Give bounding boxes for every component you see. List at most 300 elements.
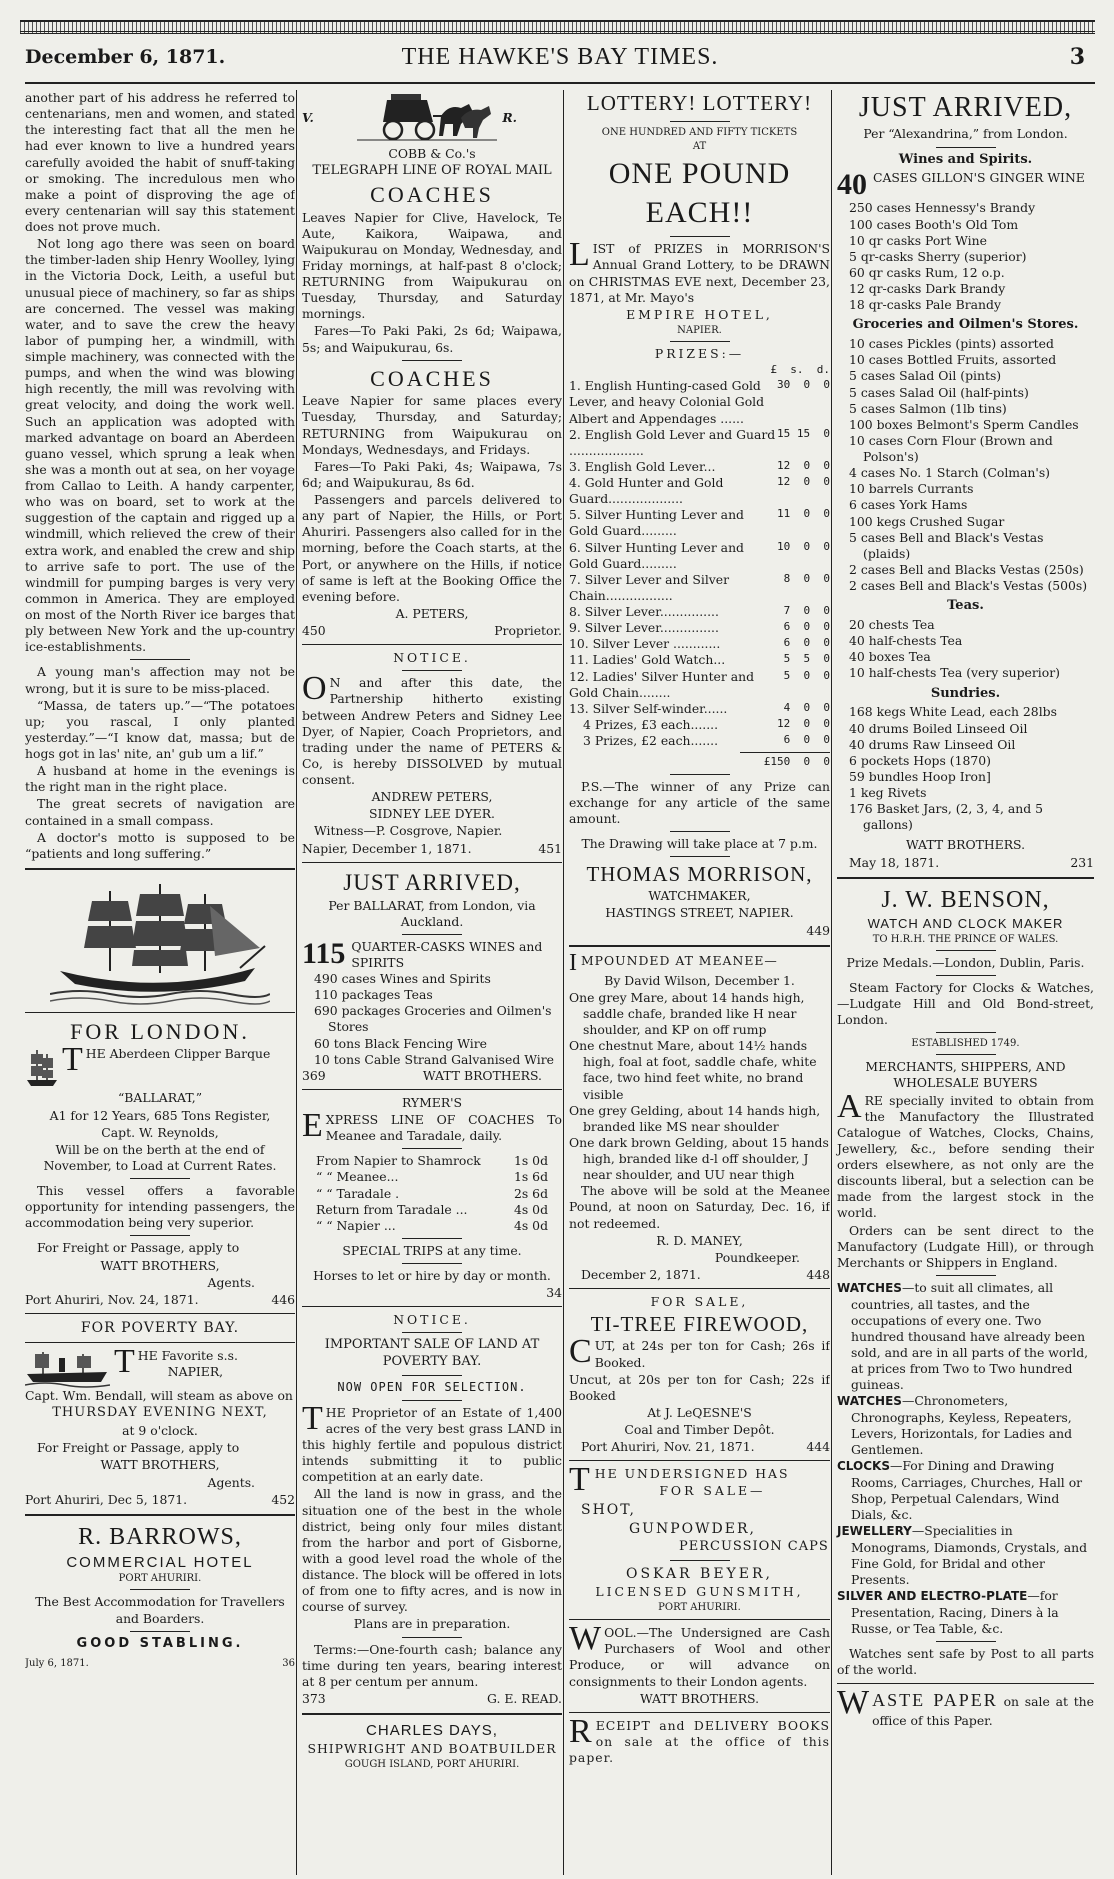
plans-note: Plans are in preparation. [353,1616,511,1632]
miscellany-item: A husband at home in the evenings is the right man in the right place. [25,763,295,795]
clipper-ship-illustration [50,876,270,1006]
coaches-heading: COACHES [370,182,494,208]
prize-total: £150 0 0 [763,755,830,769]
prize-desc: 2. English Gold Lever and Guard ................... [569,426,776,458]
ad-number: 450 [302,623,326,639]
fare-route: From Napier to Shamrock [316,1153,481,1169]
ship-offer: This vessel offers a favorable opportunity for intending passengers, the accommodation being very superior. [25,1183,295,1231]
divider [670,341,730,342]
charles-name: CHARLES DAYS, [366,1722,498,1740]
land-text: All the land is now in grass, and the situation one of the best in the whole district, being only four miles distant from the harbor and port of Gisborne, with a good level road the whole of the distance. The block will be offered in lots of from one to fifty acres, and is now in course of survey. [302,1486,562,1615]
grocery-item: 2 cases Bell and Blacks Vestas (250s) [849,561,1084,577]
steamship-icon [25,1348,110,1388]
ad-number: 34 [546,1285,562,1301]
coach-fares: Fares—To Paki Paki, 4s; Waipawa, 7s 6d; and Waipukurau, 8s 6d. [302,458,562,490]
benson-royal: TO H.R.H. THE PRINCE OF WALES. [872,933,1059,945]
berth-note: Will be on the berth at the end of November, to Load at Current Rates. [43,1141,277,1173]
apply-line: For Freight or Passage, apply to [37,1440,240,1456]
divider [402,1238,462,1239]
divider [837,877,1094,879]
lottery-text: IST of PRIZES in MORRISON'S Annual Grand Lottery, to be DRAWN on CHRISTMAS EVE next, December 23, 1871, at Mr. Mayo's [569,241,830,305]
benson-medals: Prize Medals.—London, Dublin, Paris. [846,954,1085,970]
gunsmith-forsale: FOR SALE— [659,1483,766,1499]
prize-amount: 10 0 0 [777,539,830,553]
arrived-item: 110 packages Teas [314,987,433,1003]
benson-post: Watches sent safe by Post to all parts of the world. [837,1646,1094,1678]
charles-place: GOUGH ISLAND, PORT AHURIRI. [344,1758,520,1770]
rymer-title: XPRESS LINE OF COACHES To Meanee and Taradale, daily. [325,1112,562,1144]
signatory: WATT BROTHERS. [639,1690,760,1706]
benson-advert [837,885,1094,1679]
poverty-heading: FOR POVERTY BAY. [80,1319,240,1336]
arrived-per: Per “Alexandrina,” from London. [863,126,1068,142]
sailing-time: at 9 o'clock. [122,1423,198,1439]
r-letter: R. [502,110,517,125]
ad-number: 369 [302,1067,326,1083]
london-intro: HE Aberdeen Clipper Barque [85,1046,271,1062]
fare-price: 1s 0d [514,1153,548,1169]
prize-amount: 11 0 0 [777,507,830,521]
ad-number: 231 [1070,854,1094,870]
hotel-proprietor: R. BARROWS, [78,1523,242,1550]
impounded-by: By David Wilson, December 1. [604,972,795,988]
gunpowder-line: GUNPOWDER, [629,1520,756,1537]
wine-item: 100 cases Booth's Old Tom [849,216,1019,232]
gunsmith-heading: HE UNDERSIGNED HAS [594,1466,790,1482]
lottery-ps: P.S.—The winner of any Prize can exchange for any article of the same amount. [569,778,830,826]
ad-number: 448 [806,1266,830,1282]
benson-orders: Orders can be sent direct to the Manufactory (Ludgate Hill), or through Merchants or Shippers in England. [837,1222,1094,1270]
sundry-item: 1 keg Rivets [849,785,927,801]
cobb-coaches-advert [302,90,562,639]
signatory: R. D. MANEY, [656,1232,743,1248]
impounded-item: One chestnut Mare, about 14½ hands high, foal at foot, saddle chafe, white face, two hind feet white, no brand visible [569,1038,817,1102]
divider [936,1032,996,1033]
v-letter: V. [302,110,314,125]
grocery-item: 100 boxes Belmont's Sperm Candles [849,416,1079,432]
signatory-title: Poundkeeper. [714,1249,800,1265]
charles-days-advert [302,1721,562,1771]
divider [402,1332,462,1333]
agent-name: WATT BROTHERS, [100,1457,220,1473]
signatory: WATT BROTHERS. [422,1067,542,1083]
wine-item: 250 cases Hennessy's Brandy [849,200,1036,216]
sundries-heading: Sundries. [930,685,1001,701]
impounded-sale: The above will be sold at the Meanee Pound, at noon on Saturday, Dec. 16, if not redeemed. [569,1183,830,1231]
miscellany-item: The great secrets of navigation are contained in a small compass. [25,796,295,828]
drop-cap: L [569,236,590,274]
divider [402,1375,462,1376]
sundry-item: 168 kegs White Lead, each 28lbs [849,704,1057,720]
prize-desc: 7. Silver Lever and Silver Chain................. [569,571,730,603]
benson-item-head: JEWELLERY [837,1524,912,1539]
miscellany-item: A doctor's motto is supposed to be “patients and long suffering.” [25,829,295,861]
column-3 [563,90,830,1875]
apply-line: For Freight or Passage, apply to [37,1240,240,1256]
benson-item-head: WATCHES [837,1280,902,1295]
benson-item-head: CLOCKS [837,1459,890,1474]
london-advert [25,1018,295,1308]
divider [402,1263,462,1264]
watchmaker-name: THOMAS MORRISON, [586,862,813,887]
currency-header: £ s. d. [770,363,830,377]
divider [25,868,295,870]
prize-amount: 12 0 0 [777,458,830,472]
ad-place: Napier, December 1, 1871. [302,840,472,856]
divider [670,831,730,832]
miscellany-item: “Massa, de taters up.”—“The potatoes up; you rascal, I only planted yesterday.”—“I know dat, massa; but de hogs got in las' nite, an' gub um a lif.” [25,697,295,761]
benson-text: RE specially invited to obtain from the Manufactory the Illustrated Catalogue of Watches, Clocks, Chains, Jewellery, &c., before sending their orders elsewhere, as not only are the discounts liberal, but a selection can be made from the largest stock in the world. [837,1092,1094,1221]
prize-amount: 5 5 0 [777,652,830,666]
wine-item: 12 qr-casks Dark Brandy [849,281,1006,297]
tea-item: 40 boxes Tea [849,649,931,665]
divider [402,934,462,935]
poverty-bay-advert [25,1319,295,1508]
tea-item: 40 half-chests Tea [849,633,963,649]
agents-label: Agents. [207,1274,255,1290]
arrived-heading: JUST ARRIVED, [858,92,1073,123]
ship-rating: A1 for 12 Years, 685 Tons Register, [49,1107,271,1123]
grocery-item: 6 cases York Hams [849,497,968,513]
divider [402,360,462,361]
miscellany-item: A young man's affection may not be wrong, but it is sure to be miss-placed. [25,664,295,696]
prize-amount: 30 0 0 [777,378,830,392]
drop-cap: W [837,1684,870,1722]
divider [25,1313,295,1314]
prize-amount: 6 0 0 [777,620,830,634]
ad-date: July 6, 1871. [25,1657,89,1669]
land-sale-notice [302,1312,562,1707]
impounded-notice [569,949,830,1283]
london-heading: FOR LONDON. [70,1018,250,1044]
groceries-heading: Groceries and Oilmen's Stores. [852,317,1079,333]
divider [130,659,190,660]
benson-established: ESTABLISHED 1749. [911,1038,1020,1050]
benson-item-text: —Specialities in Monograms, Diamonds, Crystals, and Fine Gold, for Bridal and other Presents. [851,1523,1088,1588]
partnership-notice [302,650,562,857]
telegraph-line: TELEGRAPH LINE OF ROYAL MAIL [312,163,552,179]
prize-desc: 11. Ladies' Gold Watch... [569,652,726,668]
waste-heading: ASTE PAPER [872,1690,998,1711]
tea-item: 10 half-chests Tea (very superior) [849,665,1060,681]
caps-line: PERCUSSION CAPS [679,1538,829,1554]
grocery-item: 10 cases Corn Flour (Brown and Polson's) [849,432,1053,465]
grocery-item: 2 cases Bell and Black's Vestas (500s) [849,578,1088,594]
sundry-item: 59 bundles Hoop Iron] [849,768,991,784]
divider [936,1641,996,1642]
benson-factory: Steam Factory for Clocks & Watches, —Ludgate Hill and Old Bond-street, London. [837,979,1094,1028]
fare-route: Return from Taradale ... [316,1201,468,1217]
grocery-item: 10 barrels Currants [849,481,974,497]
waste-text: on sale at the office of this Paper. [872,1694,1094,1728]
land-text: HE Proprietor of an Estate of 1,400 acres of the very best grass LAND in this highly fertile and populous district intends submitting it to public competition at an early date. [302,1404,562,1485]
signatory: A. PETERS, [395,605,469,621]
arrived-item: 690 packages Groceries and Oilmen's Stores [314,1003,552,1035]
poverty-line1: HE Favorite s.s. [137,1348,238,1364]
gunsmith-advert [569,1461,830,1614]
prize-amount: 12 0 0 [777,475,830,489]
benson-item-head: WATCHES [837,1394,902,1409]
newspaper-title: THE HAWKE'S BAY TIMES. [401,44,719,70]
sundry-item: 6 pockets Hops (1870) [849,752,991,768]
watchmaker-trade: WATCHMAKER, [648,888,751,904]
grocery-item: 10 cases Pickles (pints) assorted [849,336,1054,352]
lottery-hotel: EMPIRE HOTEL, [626,306,773,322]
firewood-advert [569,1294,830,1455]
wine-item: 60 qr casks Rum, 12 o.p. [849,264,1005,280]
quantity-large: 40 [837,170,867,201]
divider [670,856,730,857]
divider [569,1288,830,1289]
prizes-heading: PRIZES:— [654,345,745,361]
column-1 [25,90,295,1875]
drop-cap: C [569,1333,592,1371]
divider [569,945,830,947]
fare-route: “ “ Napier ... [316,1217,396,1233]
lottery-tickets: ONE HUNDRED AND FIFTY TICKETS [601,127,798,139]
impounded-item: One dark brown Gelding, about 15 hands high, branded like d-l off shoulder, J near shoulder, and UU near thigh [569,1134,829,1183]
firewood-at: At J. LeQESNE'S [647,1404,752,1420]
rymer-coaches-advert [302,1095,562,1301]
lottery-napier: NAPIER. [677,324,722,336]
hotel-name: COMMERCIAL HOTEL [66,1553,254,1571]
receipt-text: ECEIPT and DELIVERY BOOKS on sale at the office of this paper. [569,1717,830,1766]
benson-item [837,1523,1094,1588]
notice-heading: NOTICE. [393,650,471,666]
special-trips: SPECIAL TRIPS at any time. [342,1242,522,1258]
firewood-cut: UT, at 24s per ton for Cash; 26s if Booked. [594,1338,830,1370]
lottery-price: ONE POUND EACH!! [608,157,791,230]
hotel-place: PORT AHURIRI. [118,1573,202,1585]
lottery-at: AT [692,141,707,153]
lottery-heading: LOTTERY! LOTTERY! [586,91,813,115]
teas-heading: Teas. [947,598,984,614]
divider [670,121,730,122]
column-2 [296,90,562,1875]
masthead [25,38,1095,84]
prize-amount: 15 15 0 [777,426,830,440]
cobb-name: COBB & Co.'s [388,146,476,161]
ad-place: Port Ahuriri, Nov. 24, 1871. [25,1291,199,1307]
ad-date: December 2, 1871. [581,1266,701,1282]
grocery-item: 10 cases Bottled Fruits, assorted [849,352,1057,368]
divider [130,1235,190,1236]
prize-desc: 5. Silver Hunting Lever and Gold Guard......... [569,507,744,539]
prize-desc: 10. Silver Lever ............ [569,636,721,652]
forsale-heading: FOR SALE, [650,1294,749,1310]
divider [569,1460,830,1461]
lottery-advert [569,90,830,939]
prize-amount: 6 0 0 [777,733,830,747]
ad-number: 36 [282,1657,295,1669]
arrived-per: Per BALLARAT, from London, via Auckland. [328,897,536,929]
page-number: 3 [1069,44,1085,70]
ad-place: Port Ahuriri, Dec 5, 1871. [25,1491,188,1507]
divider [302,1713,562,1715]
drop-cap: R [569,1712,593,1750]
grocery-item: 100 kegs Crushed Sugar [849,513,1005,529]
grocery-item: 4 cases No. 1 Starch (Colman's) [849,465,1051,481]
impounded-item: One grey Mare, about 14 hands high, saddle chafe, branded like H near shoulder, and KP on off rump [569,989,805,1038]
grocery-item: 5 cases Salad Oil (pints) [849,368,1002,384]
captain-name: Capt. W. Reynolds, [101,1124,219,1140]
steamer-name: NAPIER, [167,1364,224,1380]
ad-number: 444 [806,1439,830,1455]
gunsmith-trade: LICENSED GUNSMITH, [595,1584,804,1600]
charles-trade: SHIPWRIGHT AND BOATBUILDER [307,1740,557,1756]
coach-schedule: Leave Napier for same places every Tuesday, Thursday, and Saturday; RETURNING from Waipukurau on Mondays, Wednesdays, and Fridays. [302,393,562,457]
divider [936,975,996,976]
tea-item: 20 chests Tea [849,617,935,633]
benson-trade: WATCH AND CLOCK MAKER [867,915,1064,931]
stagecoach-illustration [357,90,497,144]
issue-date: December 6, 1871. [25,46,226,68]
column-4 [831,90,1094,1875]
prize-amount: 5 0 0 [777,668,830,682]
drop-cap: T [302,1399,323,1437]
ad-number: 446 [271,1291,295,1307]
fare-price: 1s 6d [514,1169,548,1185]
fare-price: 4s 0d [514,1217,548,1233]
arrived-heading: JUST ARRIVED, [343,869,521,895]
divider [25,1514,295,1516]
impounded-heading: MPOUNDED AT MEANEE— [581,952,778,968]
divider [837,1683,1094,1684]
prize-list [569,378,830,749]
divider [936,1054,996,1055]
benson-item-text: —for Presentation, Racing, Diners à la Russe, or Tea Table, &c. [851,1588,1059,1636]
drop-cap: W [569,1620,602,1658]
selection-line: NOW OPEN FOR SELECTION. [337,1380,527,1395]
stabling-line: GOOD STABLING. [76,1635,244,1651]
alexandrina-arrivals-advert [837,90,1094,871]
divider [130,1631,190,1632]
divider [402,1400,462,1401]
watchmaker-street: HASTINGS STREET, NAPIER. [605,905,794,921]
sundry-item: 176 Basket Jars, (2, 3, 4, and 5 gallons) [849,801,1043,833]
signature-1: ANDREW PETERS, [371,789,493,805]
ad-number: 373 [302,1690,326,1706]
divider [936,147,996,148]
prize-desc: 3. English Gold Lever... [569,458,716,474]
divider [130,1178,190,1179]
fare-route: “ “ Meanee... [316,1169,399,1185]
benson-item [837,1458,1094,1523]
prize-amount: 4 0 0 [777,700,830,714]
terms-note: Terms:—One-fourth cash; balance any time during ten years, bearing interest at 8 per centum per annum. [302,1641,562,1689]
coaches-heading: COACHES [370,365,494,391]
notice-heading: NOTICE. [393,1312,471,1328]
agent-name: WATT BROTHERS, [100,1257,220,1273]
parcels-note: Passengers and parcels delivered to any part of Napier, the Hills, or Port Ahuriri. Passengers also called for in the morning, before the Coach starts, at the Port, or anywhere on the Hills, if notice of same is left at the Booking Office the evening before. [302,492,562,604]
drop-cap: T [114,1348,135,1381]
gunsmith-name: OSKAR BEYER, [625,1565,774,1582]
notice-text: N and after this date, the Partnership hitherto existing between Andrew Peters and Sidney Lee Dyer, of Napier, Coach Proprietors, and trading under the name of PETERS & Co, is hereby DISSOLVED by mutual consent. [302,675,562,788]
ad-number: 452 [271,1491,295,1507]
prize-desc: 13. Silver Self-winder...... [569,700,728,716]
ad-date: May 18, 1871. [849,854,940,870]
grocery-item: 5 cases Bell and Black's Vestas (plaids) [849,529,1044,561]
ad-number: 451 [538,840,562,856]
ad-number: 449 [806,922,830,938]
firewood-uncut: Uncut, at 20s per ton for Cash; 22s if Booked [569,1371,830,1403]
land-sale-title: IMPORTANT SALE OF LAND AT POVERTY BAY. [324,1337,540,1370]
grocery-item: 5 cases Salad Oil (half-pints) [849,384,1029,400]
witness-line: Witness—P. Cosgrove, Napier. [314,823,503,839]
drop-cap: I [569,949,578,976]
prize-desc: 8. Silver Lever............... [569,604,719,620]
arrived-item: 60 tons Black Fencing Wire [314,1035,487,1051]
drop-cap: O [302,670,327,708]
captain-line: Capt. Wm. Bendall, will steam as above on [25,1388,293,1404]
agents-label: Agents. [207,1474,255,1490]
divider [936,1275,996,1276]
divider [25,1012,295,1013]
arrived-first-item: QUARTER-CASKS WINES and SPIRITS [351,938,543,970]
benson-item [837,1280,1094,1393]
coach-fares: Fares—To Paki Paki, 2s 6d; Waipawa, 5s; and Waipukurau, 6s. [302,323,562,355]
prize-desc: 12. Ladies' Silver Hunter and Gold Chain........ [569,668,755,700]
waste-paper-advert [837,1684,1094,1729]
arrived-item: 490 cases Wines and Spirits [314,971,491,987]
impounded-item: One grey Gelding, about 14 hands high, branded like MS near shoulder [569,1102,821,1134]
divider [25,1342,295,1343]
benson-item-text: —to suit all climates, all countries, all tastes, and the occupations of every one. Two hundred thousand have already been sold, and are in all parts of the world, at prices from Two to Two hundred guineas. [851,1279,1089,1393]
sailing-day: THURSDAY EVENING NEXT, [52,1405,268,1421]
benson-name: J. W. BENSON, [881,886,1050,913]
divider [402,1148,462,1149]
quantity-large: 115 [302,938,346,970]
article-paragraph: another part of his address he referred to centenarians, men and women, and stated the interesting fact that all the men he had ever known to live a hundred years carefully avoided the habit of snuff-taking or smoking. The incredulous men who make a point of disproving the age of every centenarian will say this statement does not prove much. [25,90,295,234]
wine-item: 10 qr casks Port Wine [849,232,987,248]
divider [130,1589,190,1590]
benson-item [837,1393,1094,1458]
divider [302,644,562,645]
drop-cap: E [302,1107,323,1145]
sundry-item: 40 drums Raw Linseed Oil [849,736,1016,752]
sundry-item: 40 drums Boiled Linseed Oil [849,720,1028,736]
shot-line: SHOT, [581,1501,637,1518]
arrived-item: 10 tons Cable Strand Galvanised Wire [314,1051,554,1067]
prize-desc: 9. Silver Lever............... [569,620,719,636]
prize-amount: 12 0 0 [777,716,830,730]
divider [936,950,996,951]
fare-price: 4s 0d [514,1201,548,1217]
drop-cap: T [62,1046,83,1079]
divider [302,862,562,863]
horses-note: Horses to let or hire by day or month. [313,1268,551,1284]
hotel-accommodation: The Best Accommodation for Travellers and Boarders. [35,1594,285,1626]
gunsmith-place: PORT AHURIRI. [658,1602,741,1614]
divider [670,236,730,237]
signatory-title: Proprietor. [494,623,562,639]
benson-item-text: —For Dining and Drawing Rooms, Carriages, Churches, Hall or Shop, Perpetual Calendars, Wind Dials, &c. [851,1458,1083,1523]
rymer-name: RYMER'S [401,1094,463,1110]
coach-schedule: Leaves Napier for Clive, Havelock, Te Aute, Kaikora, Waipawa, and Waipukurau on Monday, Wednesday, and Friday mornings, at half-past 8 o'clock; RETURNING from Waipukurau on Tuesday, Thursday, and Saturday mornings. [302,209,562,322]
prize-desc: 1. English Hunting-cased Gold Lever, and heavy Colonial Gold Albert and Appendages ...... [569,378,765,426]
divider [670,774,730,775]
fare-price: 2s 6d [514,1185,548,1201]
article-paragraph: Not long ago there was seen on board the timber-laden ship Henry Woolley, lying in the Victoria Dock, Leith, a useful but unusual piece of machinery, so far as ships are concerned. The vessel was making water, and to save the crew the heavy labor of pumping her, a windmill, with simple machinery, was connected with the pumps, and when the wind was blowing high recently, the mill was revolving with great velocity, and doing the work well. Such an application was adopted with marked advantage on board an Aberdeen guano vessel, which sprung a leak when she was a month out at sea, on her voyage from Callao to Leith. A handy carpenter, who was on board, set to work at the suggestion of the captain and rigged up a windmill, which relieved the crew of their extra work, and enabled the crew and ship to arrive safe to port. The use of the windmill for pumping barges is very very common in America. They are employed on most of the North River ice barges that ply between New York and the up-country ice-establishments. [25,236,295,655]
prize-desc: 4 Prizes, £3 each....... [583,716,719,732]
prize-desc: 6. Silver Hunting Lever and Gold Guard......... [569,539,744,571]
wine-item: 18 qr-casks Pale Brandy [849,297,1001,313]
drawing-time: The Drawing will take place at 7 p.m. [581,835,818,851]
divider [402,1637,462,1638]
ship-name: “BALLARAT,” [117,1090,203,1106]
signature-2: SIDNEY LEE DYER. [368,806,495,822]
arrived-first-item: CASES GILLON'S GINGER WINE [873,170,1085,186]
